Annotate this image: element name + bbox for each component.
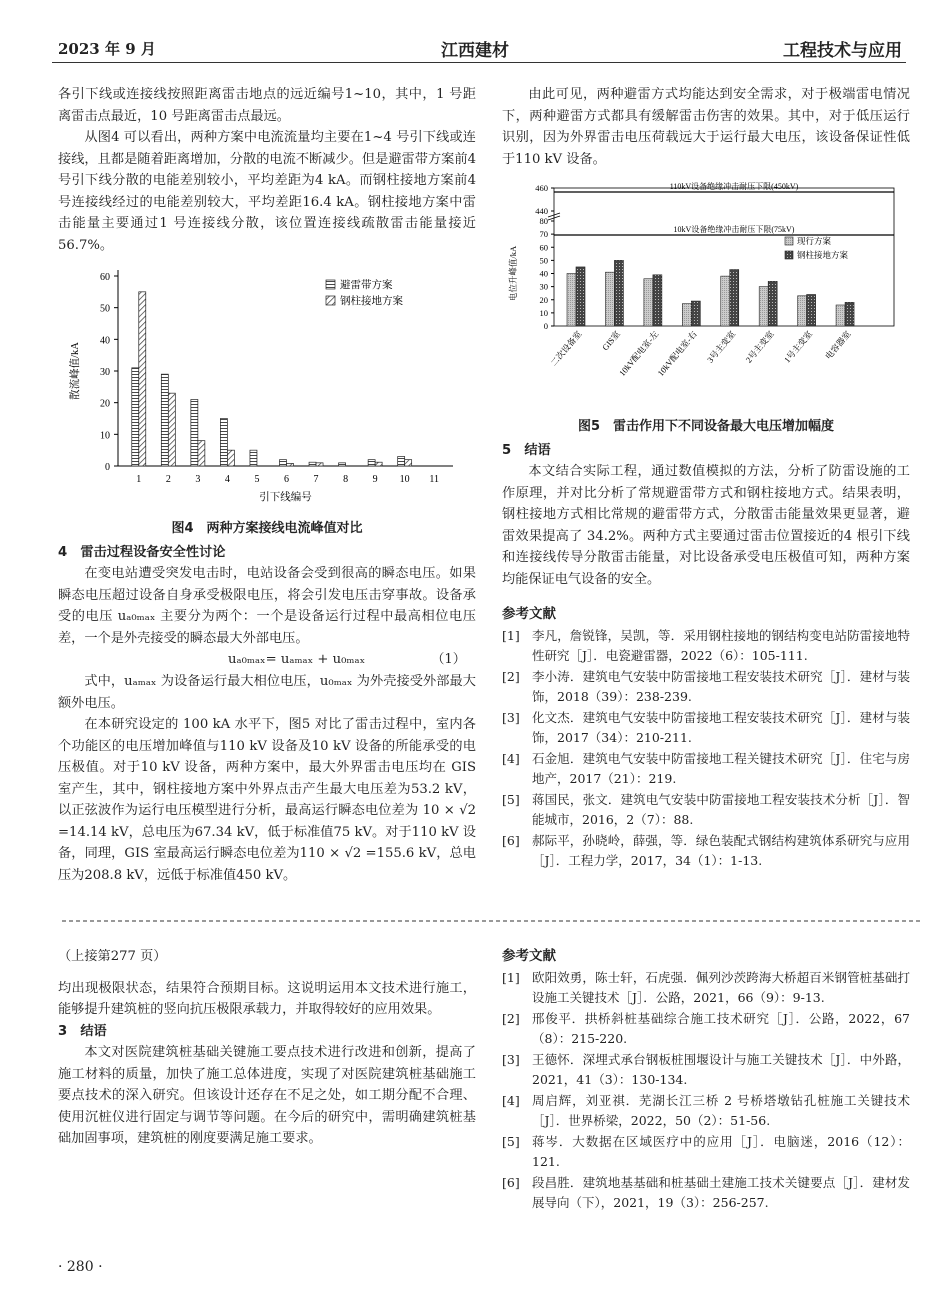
reference-number: [3] [502,1051,520,1067]
x-tick-label: 2号主变室 [743,328,776,365]
paragraph: 由此可见，两种避雷方式均能达到安全需求，对于极端雷电情况下，两种避雷方式都具有缓解雷击伤害的效果。其中，对于低压运行识别，因为外界雷击电压荷载远大于运行最大电压，该设备保证性低于110 kV 设备。 [502,87,910,167]
fig5-chart [502,176,910,412]
paragraph: 从图4 可以看出，两种方案中电流流量均主要在1~4 号引下线或连接线，且都是随着距离增加，分散的电流不断减少。但是避雷带方案前4 号引下线分散的电能差别较小，平均差距为4 kA。而钢柱接地方案前4 号连接线经过的电能差别较大，平均差距16.4 kA。钢柱接地方案中雷击能量主要通过1 号连接线分散，该位置连接线疏散雷击能量接近56.7%。 [58,130,476,253]
bar-steel-column [730,270,739,326]
header-rule [52,62,906,63]
y-axis-title: 电位升峰值/kA [508,245,518,302]
reference-item [502,667,910,708]
section-title: 工程技术与应用 [783,41,902,61]
x-tick-label: 7 [313,474,319,485]
bar-current-scheme [644,279,653,326]
reference-number: [4] [502,1092,520,1108]
x-tick-label: 8 [343,474,349,485]
y-tick-label: 460 [535,183,548,193]
bottom-right-column [502,946,910,1214]
page-number: · 280 · [58,1259,103,1275]
y-axis-title: 散流峰值/kA [70,342,81,400]
paragraph: 各引下线或连接线按照距离雷击地点的远近编号1~10，其中，1 号距离雷击点最近，10 号距离雷击点最远。 [58,87,476,124]
section-5-heading: 5 结语 [502,442,551,458]
bar-current-scheme [759,287,768,326]
reference-number: [6] [502,832,520,848]
legend-label: 钢柱接地方案 [340,296,403,307]
y-tick-label: 10 [100,430,110,442]
bar-steel-column [168,393,175,466]
reference-item [502,1091,910,1132]
y-tick-label: 0 [543,321,548,331]
legend-label: 钢柱接地方案 [797,250,849,260]
bar-current-scheme [798,296,807,326]
x-tick-label: 10kV配电室-右 [655,328,699,378]
equation-number: （1） [431,652,466,667]
reference-list [502,968,910,1214]
paragraph: 在本研究设定的 100 kA 水平下，图5 对比了雷击过程中，室内各个功能区的电压增加峰值与110 kV 设备及10 kV 设备的所能承受的电压极值。对于10 kV 设备，两种方案中，最大外界雷击电压均在 GIS 室产生，其中，钢柱接地方案中外界点击产生最大电压差为53.2 kV，以正弦波作为运行电压模型进行分析，最高运行瞬态电位差为 10 × √2 =14.14 kV，总电压为67.34 kV，低于标准值75 kV。对于110 kV 设备，同理，GIS 室最高运行瞬态电位差为110 × √2 =155.6 kV，总电压为208.8 kV，远低于标准值450 kV。 [58,717,476,883]
reference-number: [6] [502,1174,520,1190]
reference-item [502,831,910,872]
reference-number: [2] [502,668,520,684]
left-column [58,84,476,886]
reference-number: [4] [502,750,520,766]
reference-text: 欧阳效勇，陈士轩，石虎强．佩列沙茨跨海大桥超百米钢管桩基础打设施工关键技术［J］．公路，2021，66（9）：9-13. [532,969,910,1005]
reference-item [502,968,910,1009]
bar-steel-column [691,301,700,326]
figure-5-caption: 图5 雷击作用下不同设备最大电压增加幅度 [577,419,835,434]
bar-lightning-belt [309,462,316,466]
x-tick-label: 10kV配电室-左 [616,328,661,378]
y-tick-label: 20 [539,294,548,305]
journal-title: 江西建材 [441,41,509,61]
paragraph: 本文对医院建筑桩基础关键施工要点技术进行改进和创新，提高了施工材料的质量，加快了施工总体进度，实现了对医院建筑桩基础施工要点技术的深入研究。但该设计还存在不足之处，如工期分配不合理、使用沉桩仪进行固定与调节等问题。在今后的研究中，需明确建筑桩基础加固事项，建筑桩的刚度要满足施工要求。 [58,1045,476,1146]
section-3-heading: 3 结语 [58,1023,107,1039]
reference-number: [5] [502,1133,520,1149]
right-column [502,84,910,872]
bar-lightning-belt [280,460,287,466]
y-tick-label: 40 [100,335,110,347]
reference-line-label: 10kV设备绝缘冲击耐压下限(75kV) [673,225,795,234]
bar-steel-column [139,292,146,466]
reference-text: 周启辉，刘亚祺．芜湖长江三桥 2 号桥塔墩钻孔桩施工关键技术［J］．世界桥梁，2022，50（2）：51-56. [532,1092,910,1128]
legend-swatch [326,280,335,289]
bar-lightning-belt [191,400,198,467]
reference-item [502,1009,910,1050]
reference-number: [3] [502,709,520,725]
y-tick-label: 20 [100,398,110,410]
bar-steel-column [576,267,585,326]
reference-number: [2] [502,1010,520,1026]
bar-steel-column [287,463,294,466]
y-tick-label: 10 [539,307,548,318]
bar-steel-column [653,275,662,326]
bar-lightning-belt [368,460,375,466]
x-tick-label: 11 [429,474,440,485]
x-tick-label: 电容器室 [823,328,853,362]
reference-number: [5] [502,791,520,807]
x-tick-label: 5 [254,474,260,485]
figure-4-caption: 图4 两种方案接线电流峰值对比 [171,521,363,536]
running-header [0,0,950,62]
x-tick-label: 3 [195,474,201,485]
bar-steel-column [375,462,382,466]
bar-current-scheme [836,305,845,326]
bar-lightning-belt [250,450,257,466]
bar-lightning-belt [339,463,346,466]
reference-text: 化文杰．建筑电气安装中防雷接地工程安装技术研究［J］．建材与装饰，2017（34）：210-211. [532,709,910,745]
paragraph: 本文结合实际工程，通过数值模拟的方法，分析了防雷设施的工作原理，并对比分析了常规避雷带方式和钢柱接地方式。结果表明，钢柱接地方式相比常规的避雷带方式，分散雷击能量效果更显著，避雷效果提高了 34.2%。两种方式主要通过雷击位置接近的4 根引下线和连接线传导分散雷击能量，对比设备承受电压极值可知，两种方案均能保证电气设备的安全。 [502,464,910,587]
section-separator [62,916,922,926]
figure-4 [58,256,476,516]
legend-swatch [785,251,793,259]
bottom-left-column [58,946,476,1150]
legend-label: 避雷带方案 [340,280,393,291]
bar-steel-column [768,281,777,326]
y-tick-label: 80 [539,216,548,226]
y-tick-label: 50 [539,255,548,266]
reference-item [502,1050,910,1091]
bar-lightning-belt [161,374,168,466]
bar-steel-column [227,450,234,466]
x-axis-title: 引下线编号 [259,492,312,503]
x-tick-label: 9 [372,474,378,485]
bar-current-scheme [567,274,576,327]
reference-item [502,790,910,831]
bar-current-scheme [682,304,691,326]
legend-swatch [785,237,793,245]
bar-steel-column [405,460,412,466]
bar-steel-column [845,302,854,326]
y-tick-label: 30 [100,367,110,378]
reference-text: 蒋岑．大数据在区域医疗中的应用［J］．电脑迷，2016（12）：121. [532,1133,910,1169]
legend-label: 现行方案 [797,236,832,246]
figure-5 [502,176,910,412]
references-heading: 参考文献 [502,606,556,622]
reference-list [502,626,910,872]
y-tick-label: 440 [535,206,548,216]
x-tick-label: 3号主变室 [705,328,738,365]
equation-1 [58,649,476,671]
bar-current-scheme [605,272,614,326]
reference-line-label: 110kV设备绝缘冲击耐压下限(450kV) [669,182,799,191]
reference-text: 段昌胜．建筑地基基础和桩基础土建施工技术关键要点［J］．建材发展导向（下），2021，19（3）：256-257. [532,1174,910,1210]
reference-text: 邢俊平．拱桥斜桩基础综合施工技术研究［J］．公路，2022，67（8）：215-220. [532,1010,910,1046]
paragraph: 均出现极限状态，结果符合预期目标。这说明运用本文技术进行施工，能够提升建筑桩的竖向抗压极限承载力，并取得较好的应用效果。 [58,980,476,1017]
header-date: 2023 年 9 月 [58,40,156,58]
bar-current-scheme [721,276,730,326]
reference-item [502,749,910,790]
x-tick-label: 10 [399,474,410,485]
reference-text: 李凡，詹锐锋，吴凯，等．采用钢柱接地的钢结构变电站防雷接地特性研究［J］．电瓷避雷器，2022（6）：105-111. [532,627,910,663]
reference-text: 蒋国民，张文．建筑电气安装中防雷接地工程安装技术分析［J］．智能城市，2016，2（7）：88. [532,791,910,827]
references-heading: 参考文献 [502,948,556,964]
x-tick-label: 二次设备室 [548,328,584,368]
reference-item [502,708,910,749]
x-tick-label: 1 [136,474,142,485]
paragraph: 在变电站遭受突发电击时，电站设备会受到很高的瞬态电压。如果瞬态电压超过设备自身承受极限电压，将会引发电压击穿事故。设备承受的电压 uₐ₀ₘₐₓ 主要分为两个：一个是设备运行过程中最高相位电压差，一个是外壳接受的瞬态最大外部电压。 [58,566,476,646]
y-tick-label: 50 [100,303,110,315]
reference-item [502,1132,910,1173]
continued-note: （上接第277 页） [58,949,167,964]
reference-item [502,626,910,667]
reference-text: 石金旭．建筑电气安装中防雷接地工程关键技术研究［J］．住宅与房地产，2017（21）：219. [532,750,910,786]
bar-steel-column [198,441,205,466]
x-tick-label: GIS室 [600,328,622,353]
reference-item [502,1173,910,1214]
x-tick-label: 4 [224,474,230,485]
bar-steel-column [316,463,323,466]
y-tick-label: 40 [539,268,548,279]
reference-text: 王德怀．深埋式承台钢板桩围堰设计与施工关键技术［J］．中外路，2021，41（3）：130-134. [532,1051,910,1087]
fig4-chart [58,256,476,516]
reference-text: 李小涛．建筑电气安装中防雷接地工程安装技术研究［J］．建材与装饰，2018（39）：238-239. [532,668,910,704]
x-tick-label: 6 [284,474,289,485]
y-tick-label: 60 [100,272,110,283]
paragraph: 式中，uₐₘₐₓ 为设备运行最大相位电压，u₀ₘₐₓ 为外壳接受外部最大额外电压。 [58,674,476,711]
y-tick-label: 70 [539,229,548,240]
reference-number: [1] [502,969,520,985]
y-tick-label: 30 [539,281,548,292]
x-tick-label: 2 [165,474,171,485]
y-tick-label: 0 [105,462,110,473]
bar-lightning-belt [132,368,139,466]
legend-swatch [326,296,335,305]
bar-lightning-belt [398,457,405,467]
reference-number: [1] [502,627,520,643]
equation-body: uₐ₀ₘₐₓ= uₐₘₐₓ + u₀ₘₐₓ [228,652,366,667]
section-4-heading: 4 雷击过程设备安全性讨论 [58,544,226,560]
bar-steel-column [614,260,623,326]
reference-text: 郝际平，孙晓岭，薛强，等．绿色装配式钢结构建筑体系研究与应用［J］．工程力学，2017，34（1）：1-13. [532,832,910,868]
bar-lightning-belt [220,419,227,467]
bar-steel-column [807,295,816,327]
y-tick-label: 60 [539,242,548,253]
x-tick-label: 1号主变室 [781,328,815,365]
